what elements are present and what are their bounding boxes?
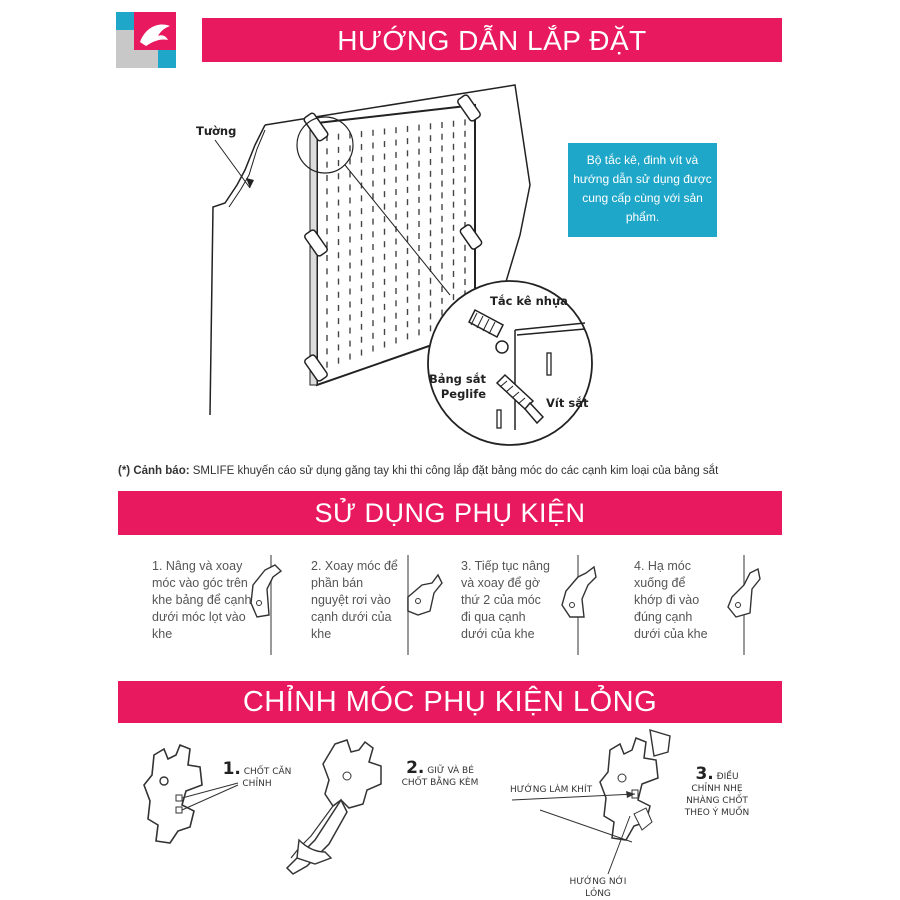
usage-step-3: 3. Tiếp tục nâng và xoay để gờ thứ 2 của móc đi qua cạnh dưới của khe: [461, 559, 550, 641]
tighten-direction-label: HƯỚNG LÀM KHÍT: [510, 785, 593, 795]
wall-label: Tường: [196, 124, 237, 138]
anchor-label: Tắc kê nhựa: [490, 294, 568, 308]
screw-label: Vít sắt: [546, 396, 589, 410]
pliers-icon: [285, 740, 395, 880]
adjust-step-3-text: ĐIỀU CHỈNH NHẸ NHÀNG CHỐT THEO Ý MUỐN: [684, 772, 750, 818]
loose-hook-adjust-title: CHỈNH MÓC PHỤ KIỆN LỎNG: [118, 681, 782, 723]
installation-guide-title: HƯỚNG DẪN LẮP ĐẶT: [202, 18, 782, 62]
warning-body: SMLIFE khuyến cáo sử dụng găng tay khi thi công lắp đặt bảng móc do các cạnh kim loại của bảng sắt: [189, 465, 719, 477]
hook-pin-icon: [140, 745, 220, 855]
usage-step-4: 4. Hạ móc xuống để khớp đi vào đúng cạnh dưới của khe: [634, 559, 708, 641]
adjust-step-1-number: 1.: [222, 759, 241, 779]
loosen-direction-label: HƯỚNG NỚI LỎNG: [569, 877, 627, 899]
usage-step-1: 1. Nâng và xoay móc vào góc trên khe bảng để cạnh dưới móc lọt vào khe: [152, 559, 252, 641]
board-label-2: Peglife: [440, 387, 486, 401]
warning-text: [118, 465, 818, 477]
adjust-step-1-text: CHỐT CĂN CHỈNH: [242, 767, 292, 789]
board-label-1: Bảng sắt: [428, 372, 486, 386]
adjust-step-3-number: 3.: [695, 764, 714, 784]
hook-step-3-icon: [552, 555, 602, 655]
adjust-step-1: [222, 759, 292, 790]
hook-step-1-icon: [245, 555, 295, 655]
usage-step-2: 2. Xoay móc để phần bán nguyệt rơi vào cạnh dưới của khe: [311, 559, 398, 641]
wall-pointer: [210, 138, 270, 208]
hook-step-4-icon: [720, 555, 770, 655]
info-box: Bộ tắc kê, đinh vít và hướng dẫn sử dụng được cung cấp cùng với sản phẩm.: [568, 143, 717, 237]
hook-step-2-icon: [396, 555, 446, 655]
direction-arrows: [510, 794, 650, 884]
warning-prefix: (*) Cảnh báo:: [118, 465, 190, 477]
adjust-step-3: [680, 764, 754, 819]
accessory-usage-title: SỬ DỤNG PHỤ KIỆN: [118, 491, 782, 535]
adjust-step-2-number: 2.: [406, 758, 425, 778]
adjust-step-2: [400, 758, 480, 789]
adjust-step-2-text: GIỮ VÀ BÉ CHỐT BẰNG KÈM: [401, 766, 479, 788]
dolphin-logo-icon: [116, 12, 176, 68]
